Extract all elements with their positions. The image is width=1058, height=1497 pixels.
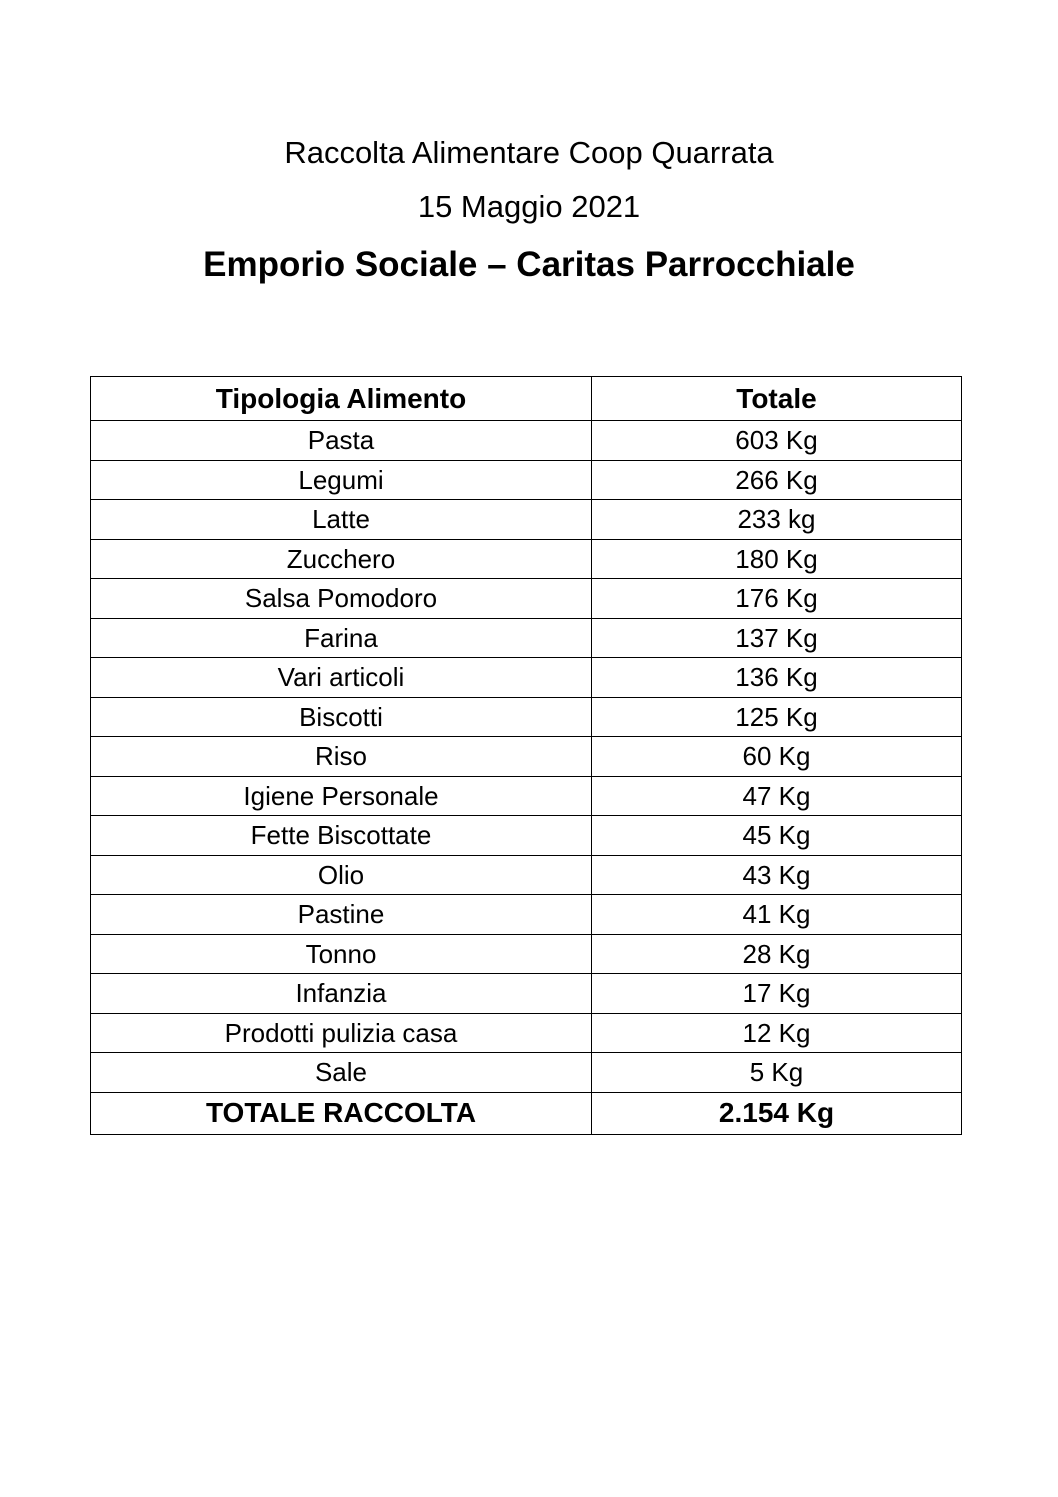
table-row: [91, 895, 962, 935]
total-cell: 45 Kg: [592, 816, 962, 856]
food-type-cell: Farina: [91, 618, 592, 658]
food-type-cell: Vari articoli: [91, 658, 592, 698]
table-row: [91, 658, 962, 698]
food-type-cell: Igiene Personale: [91, 776, 592, 816]
table-row: [91, 737, 962, 777]
food-type-cell: Prodotti pulizia casa: [91, 1013, 592, 1053]
table-row: [91, 855, 962, 895]
table-row: [91, 934, 962, 974]
total-cell: 17 Kg: [592, 974, 962, 1014]
document-subtitle: Emporio Sociale – Caritas Parrocchiale: [203, 245, 855, 284]
grand-total-cell: 2.154 Kg: [592, 1092, 962, 1134]
total-cell: 233 kg: [592, 500, 962, 540]
table-row: [91, 697, 962, 737]
food-type-cell: Latte: [91, 500, 592, 540]
food-type-cell: Pastine: [91, 895, 592, 935]
food-type-cell: Sale: [91, 1053, 592, 1093]
table-row: [91, 618, 962, 658]
table-body: [91, 421, 962, 1135]
table-row: [91, 500, 962, 540]
total-cell: 136 Kg: [592, 658, 962, 698]
total-cell: 41 Kg: [592, 895, 962, 935]
food-type-cell: Riso: [91, 737, 592, 777]
total-cell: 266 Kg: [592, 460, 962, 500]
total-label-cell: TOTALE RACCOLTA: [91, 1092, 592, 1134]
header-total: Totale: [592, 377, 962, 421]
food-type-cell: Tonno: [91, 934, 592, 974]
table-row: [91, 539, 962, 579]
table-header-row: [91, 377, 962, 421]
table-row: [91, 579, 962, 619]
total-cell: 137 Kg: [592, 618, 962, 658]
header-food-type: Tipologia Alimento: [91, 377, 592, 421]
table-row: [91, 1013, 962, 1053]
table-row: [91, 460, 962, 500]
food-type-cell: Olio: [91, 855, 592, 895]
total-cell: 47 Kg: [592, 776, 962, 816]
food-type-cell: Pasta: [91, 421, 592, 461]
document-title: Raccolta Alimentare Coop Quarrata: [284, 135, 774, 170]
food-type-cell: Salsa Pomodoro: [91, 579, 592, 619]
total-cell: 180 Kg: [592, 539, 962, 579]
total-cell: 12 Kg: [592, 1013, 962, 1053]
food-collection-table: [90, 376, 962, 1135]
total-cell: 28 Kg: [592, 934, 962, 974]
food-type-cell: Biscotti: [91, 697, 592, 737]
total-cell: 43 Kg: [592, 855, 962, 895]
table-row: [91, 421, 962, 461]
total-cell: 5 Kg: [592, 1053, 962, 1093]
document-date: 15 Maggio 2021: [417, 189, 641, 224]
total-cell: 176 Kg: [592, 579, 962, 619]
food-type-cell: Legumi: [91, 460, 592, 500]
table-row: [91, 1053, 962, 1093]
total-cell: 603 Kg: [592, 421, 962, 461]
total-cell: 125 Kg: [592, 697, 962, 737]
total-cell: 60 Kg: [592, 737, 962, 777]
food-type-cell: Fette Biscottate: [91, 816, 592, 856]
food-type-cell: Infanzia: [91, 974, 592, 1014]
table-row: [91, 776, 962, 816]
table-row: [91, 974, 962, 1014]
table-total-row: [91, 1092, 962, 1134]
food-type-cell: Zucchero: [91, 539, 592, 579]
table-row: [91, 816, 962, 856]
